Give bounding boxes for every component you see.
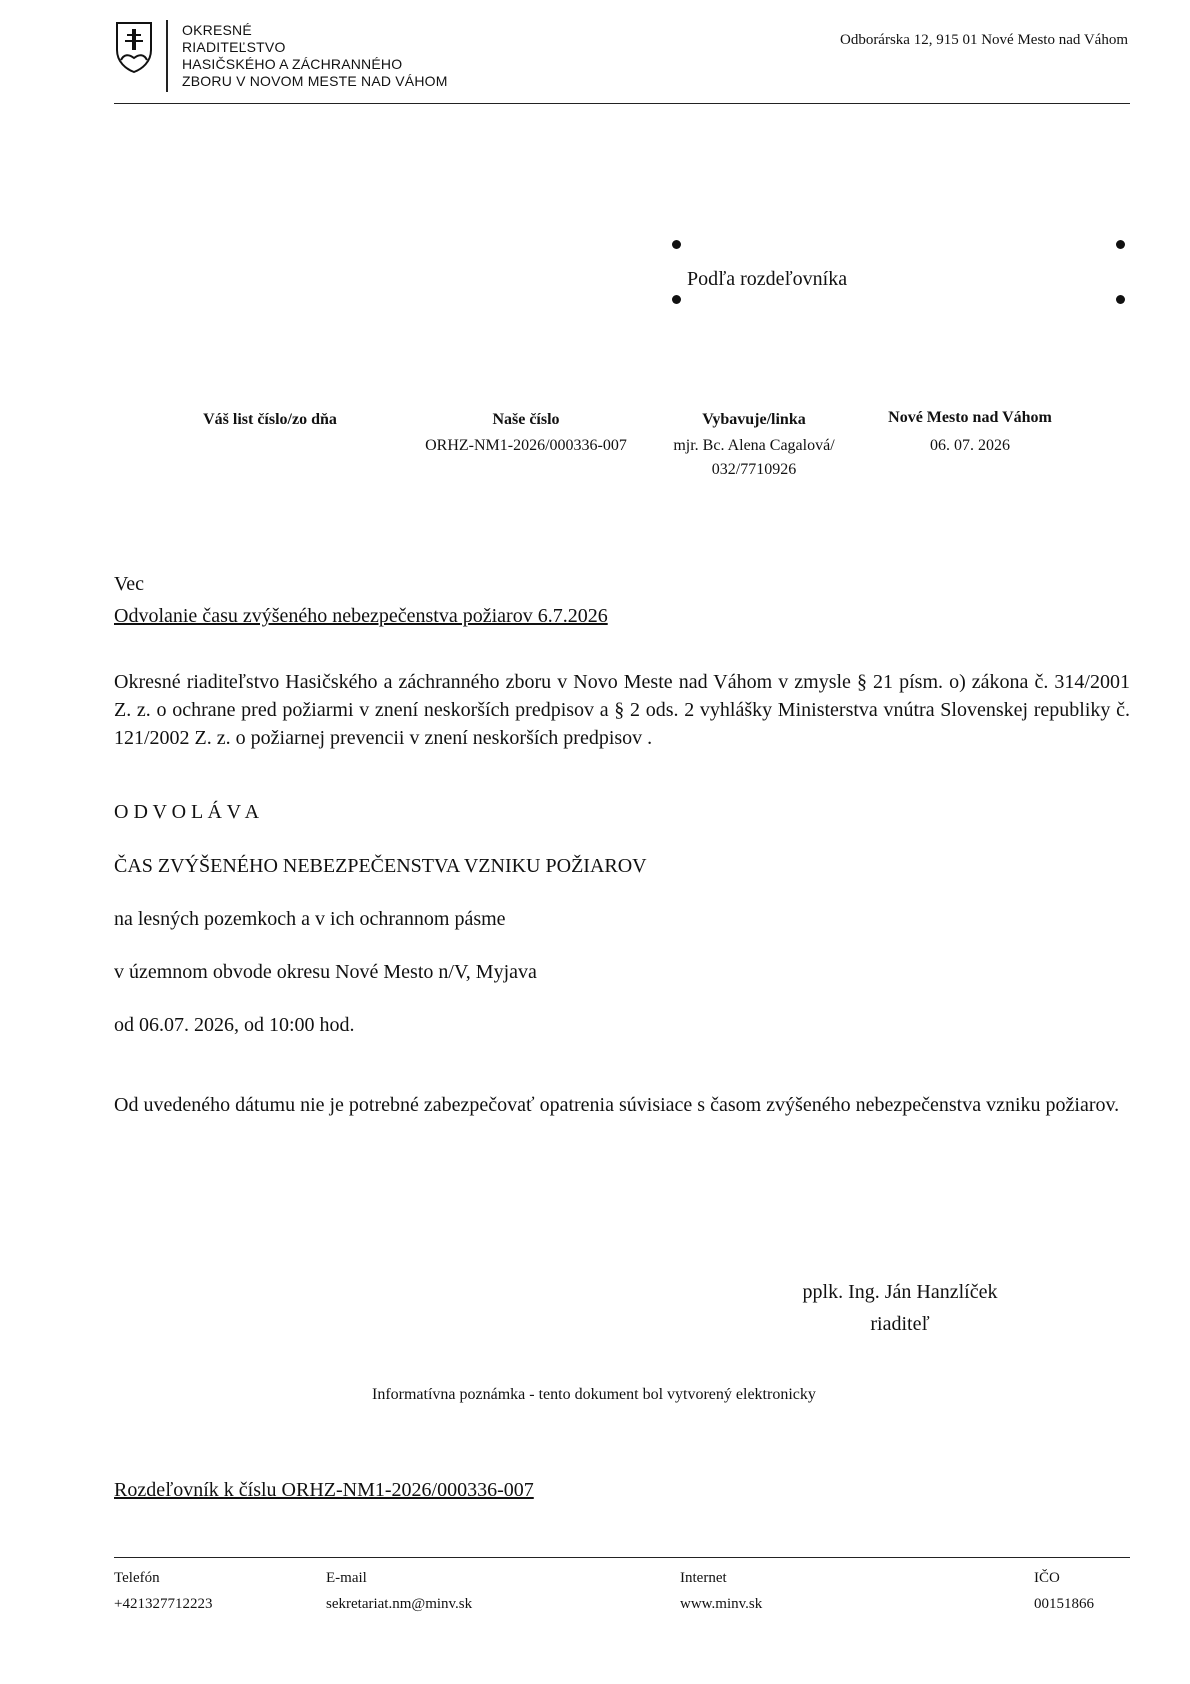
decision-area: v územnom obvode okresu Nové Mesto n/V, Myjava	[114, 961, 537, 983]
slovak-coat-of-arms-icon	[114, 20, 154, 74]
footer-email	[326, 1565, 472, 1617]
org-line: HASIČSKÉHO A ZÁCHRANNÉHO	[182, 56, 403, 72]
signatory-name: pplk. Ing. Ján Hanzlíček	[802, 1281, 998, 1303]
decision-title: ČAS ZVÝŠENÉHO NEBEZPEČENSTVA VZNIKU POŽIAROV	[114, 855, 647, 877]
footer-rule	[114, 1557, 1130, 1558]
footer-phone	[114, 1565, 212, 1617]
header-rule	[114, 103, 1130, 104]
our-number-value: ORHZ-NM1-2026/000336-007	[425, 437, 627, 454]
subject-text: Odvolanie času zvýšeného nebezpečenstva požiarov 6.7.2026	[114, 605, 608, 627]
header-divider	[166, 20, 168, 92]
our-number-label: Naše číslo	[492, 411, 560, 428]
handled-by-name: mjr. Bc. Alena Cagalová/	[673, 437, 835, 454]
recipient: Podľa rozdeľovníka	[687, 268, 848, 290]
org-line: RIADITEĽSTVO	[182, 39, 286, 55]
window-mark	[672, 295, 681, 304]
web-label: Internet	[680, 1570, 727, 1586]
decision-scope: na lesných pozemkoch a v ich ochrannom pásme	[114, 908, 506, 930]
footer-web	[680, 1565, 762, 1617]
your-letter-label: Váš list číslo/zo dňa	[203, 411, 337, 428]
email-label: E-mail	[326, 1570, 367, 1586]
window-mark	[1116, 240, 1125, 249]
subject-label: Vec	[114, 573, 144, 595]
decision-verb: O D V O L Á V A	[114, 801, 260, 823]
letter-date: 06. 07. 2026	[930, 437, 1010, 454]
handled-by-phone: 032/7710926	[711, 461, 797, 478]
header-address: Odborárska 12, 915 01 Nové Mesto nad Váhom	[839, 32, 1128, 48]
email-value: sekretariat.nm@minv.sk	[326, 1596, 473, 1612]
conclusion-paragraph: Od uvedeného dátumu nie je potrebné zabezpečovať opatrenia súvisiace s časom zvýšeného nebezpečenstva vzniku požiarov.	[114, 1094, 1120, 1116]
handled-by-label: Vybavuje/linka	[702, 411, 806, 428]
ico-value: 00151866	[1034, 1596, 1094, 1612]
footer-ico	[1034, 1565, 1094, 1617]
signature-block	[740, 1276, 1060, 1340]
phone-label: Telefón	[114, 1570, 160, 1586]
place-label: Nové Mesto nad Váhom	[888, 409, 1052, 426]
organization-name	[182, 22, 448, 90]
decision-time: od 06.07. 2026, od 10:00 hod.	[114, 1014, 355, 1036]
signatory-title: riaditeľ	[870, 1313, 930, 1335]
intro-paragraph: Okresné riaditeľstvo Hasičského a záchranného zboru v Novo Meste nad Váhom v zmysle § 21 písm. o) zákona č. 314/2001 Z. z. o ochrane pred požiarmi v znení neskorších predpisov a § 2 ods. 2 vyhlášky Ministerstva vnútra Slovenskej republiky č. 121/2002 Z. z. o požiarnej prevencii v znení neskorších predpisov .	[114, 671, 1130, 749]
org-line: OKRESNÉ	[182, 22, 252, 38]
distribution-heading: Rozdeľovník k číslu ORHZ-NM1-2026/000336-007	[114, 1479, 534, 1501]
phone-value: +421327712223	[114, 1596, 213, 1612]
window-mark	[1116, 295, 1125, 304]
ico-label: IČO	[1034, 1570, 1060, 1586]
web-value: www.minv.sk	[680, 1596, 763, 1612]
org-line: ZBORU V NOVOM MESTE NAD VÁHOM	[182, 73, 448, 89]
window-mark	[672, 240, 681, 249]
electronic-note: Informatívna poznámka - tento dokument bol vytvorený elektronicky	[372, 1386, 816, 1403]
